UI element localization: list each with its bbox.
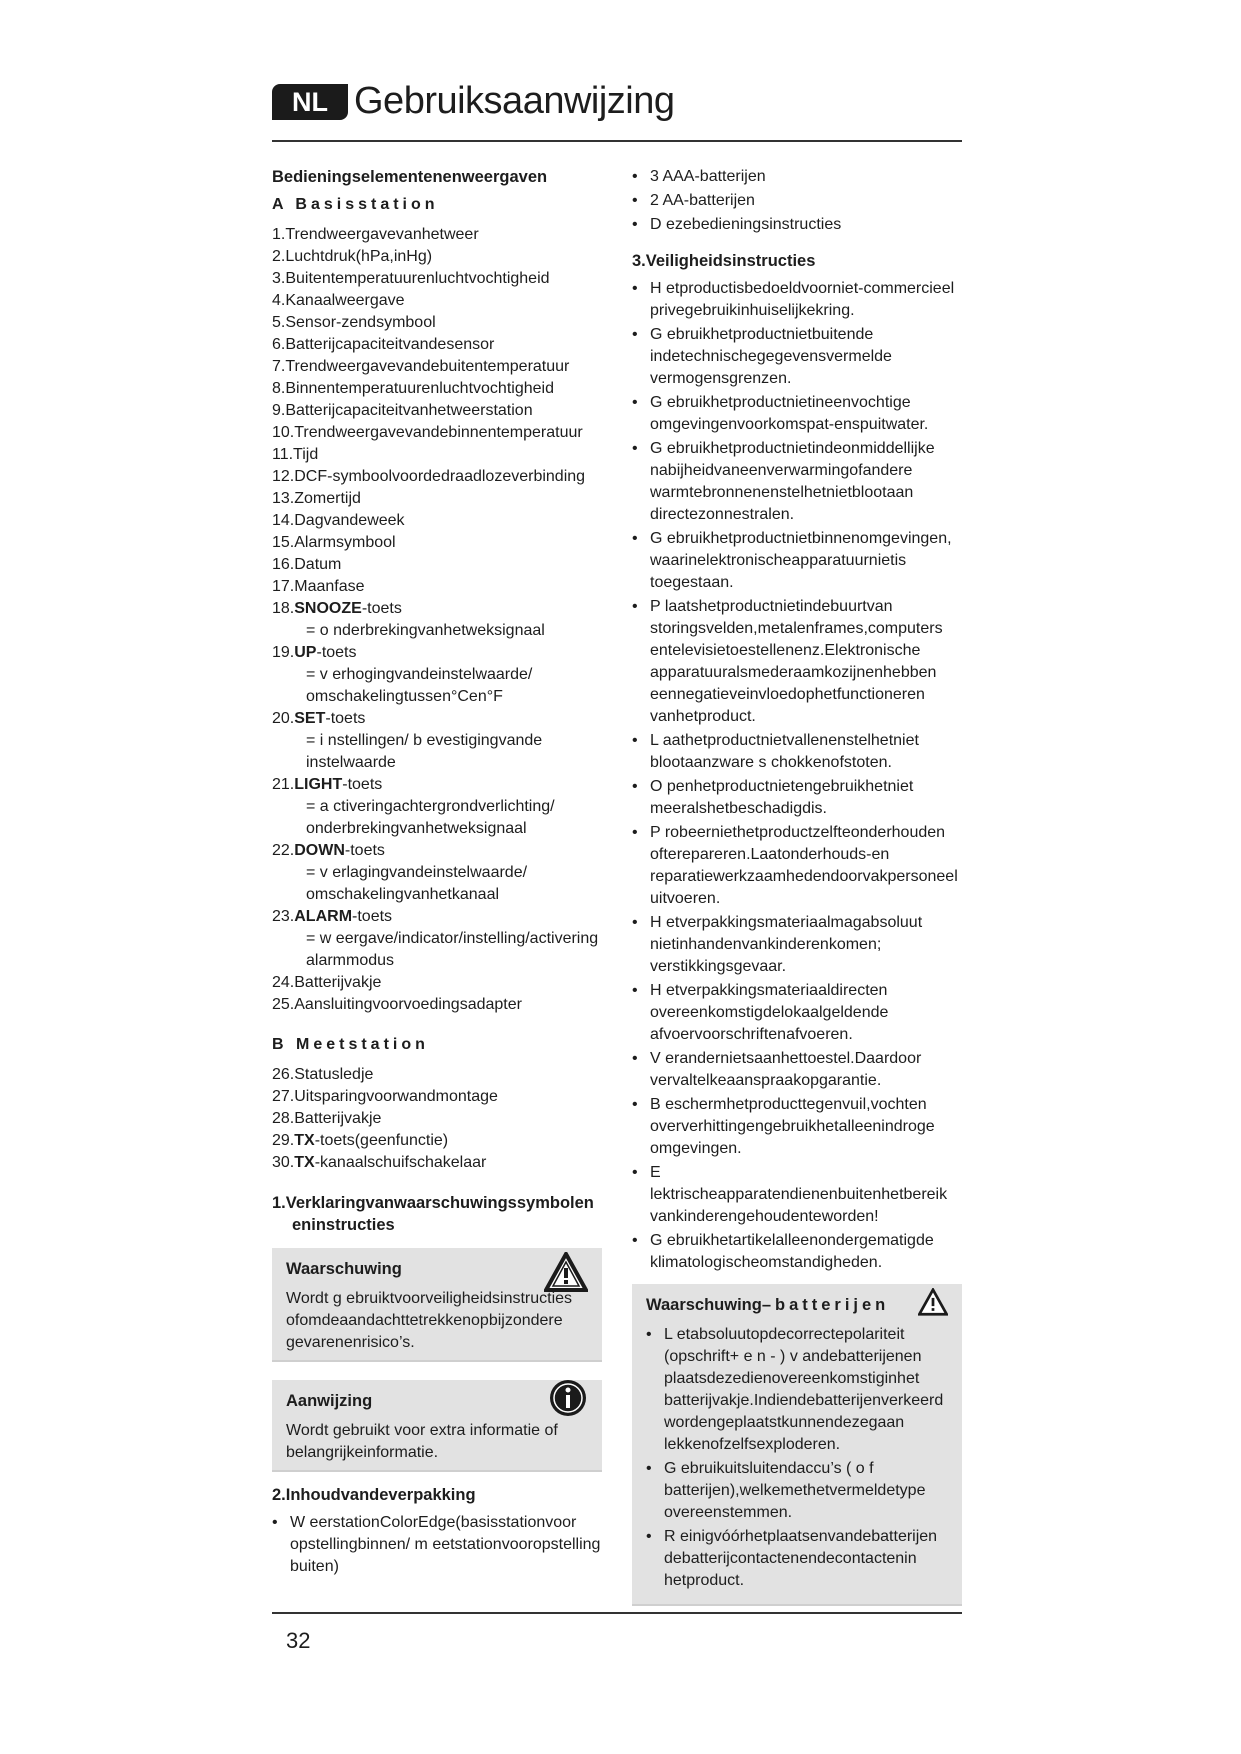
item-number: 19. [272,644,295,661]
item-key: LIGHT [294,776,343,793]
list-item [272,378,602,400]
item-number: 6.Batterijcapaciteitvandesensor [272,336,495,353]
text-line: Wordt g ebruiktvoorveiligheidsinstructies [286,1290,573,1307]
battery-item [646,1526,950,1592]
contents-item-text: 2 AA-batterijen [650,192,755,209]
bullet: • [632,168,638,185]
text-line: W eerstationColorEdge(basisstationvoor [290,1514,577,1531]
text-line: G ebruikhetproductnietindeonmiddellijke [650,440,935,457]
item-description: = o nderbrekingvanhetweksignaal [306,622,545,639]
battery-item-text [664,1526,950,1592]
safety-item-text [650,980,962,1046]
left-column [272,166,602,1580]
bullet: • [632,530,638,547]
text-line: omgevingen. [650,1140,742,1157]
item-description: = w eergave/indicator/instelling/activering [306,930,599,947]
bullet: • [646,1326,652,1343]
safety-item [632,776,962,820]
item-number: 8.Binnentemperatuurenluchtvochtigheid [272,380,554,397]
safety-item-text [650,912,962,978]
safety-item [632,822,962,910]
item-number: 7.Trendweergavevandebuitentemperatuur [272,358,570,375]
text-line: eennegatieveinvloedophetfunctioneren [650,686,925,703]
item-number: 15.Alarmsymbool [272,534,396,551]
base-station-list [272,224,602,1016]
safety-item [632,528,962,594]
text-line: batterijvakje.Indiendebatterijenverkeerd [664,1392,944,1409]
safety-item-text [650,1230,962,1274]
sensor-station-list [272,1064,602,1174]
item-label: -toets [325,710,366,727]
item-number: 9.Batterijcapaciteitvanhetweerstation [272,402,533,419]
list-item [272,840,602,862]
bullet: • [632,216,638,233]
text-line: G ebruikhetartikelalleenondergematigde [650,1232,934,1249]
list-item [272,774,602,796]
safety-item [632,278,962,322]
item-label: -toets [342,776,383,793]
list-item [272,246,602,268]
safety-item-text [650,528,962,594]
list-item [272,532,602,554]
item-number: 16.Datum [272,556,342,573]
list-item [272,268,602,290]
list-item [272,1064,602,1086]
safety-item [632,980,962,1046]
list-item [272,598,602,620]
list-item [272,422,602,444]
bullet: • [632,1050,638,1067]
text-line: P robeerniethetproductzelfteonderhouden [650,824,946,841]
item-key: DOWN [294,842,345,859]
list-item [272,312,602,334]
text-line: klimatologischeomstandigheden. [650,1254,883,1271]
safety-item [632,1094,962,1160]
list-item [272,642,602,664]
list-item [272,444,602,466]
safety-item-text [650,1048,962,1092]
safety-item-text [650,438,962,526]
list-item [272,906,602,928]
list-item [272,1086,602,1108]
text-line: nabijheidvaneenverwarmingofandere [650,462,913,479]
item-number: 14.Dagvandeweek [272,512,405,529]
item-number: 24.Batterijvakje [272,974,382,991]
safety-item-text [650,730,962,774]
item-number: 2.Luchtdruk(hPa,inHg) [272,248,433,265]
safety-item-text [650,822,962,910]
text-line: lekkenofzelfsexploderen. [664,1436,841,1453]
safety-item-text [650,1162,962,1228]
note-text [286,1420,590,1464]
right-column [632,166,962,1606]
contents-list [632,166,962,236]
safety-item [632,596,962,728]
text-line: R einigvóórhetplaatsenvandebatterijen [664,1528,938,1545]
text-line: indetechnischegegevensvermelde [650,348,892,365]
text-line: hetproduct. [664,1572,745,1589]
contents-item [632,214,962,236]
text-line: V erandernietsaanhettoestel.Daardoor [650,1050,922,1067]
safety-item [632,730,962,774]
text-line: warmtebronnenenstelhetnietblootaan [650,484,914,501]
warning-triangle-icon [544,1252,588,1299]
item-description: = v erhogingvandeinstelwaarde/ [306,666,533,683]
list-item [272,1108,602,1130]
text-line: omgevingenvoorkomspat-enspuitwater. [650,416,929,433]
list-item [272,708,602,730]
item-label: -toets(geenfunctie) [314,1132,449,1149]
contents-item-text: 3 AAA-batterijen [650,168,766,185]
info-icon [548,1378,588,1425]
safety-item [632,912,962,978]
text-line: debatterijcontactenendecontactenin [664,1550,917,1567]
heading-3: 3.Veiligheidsinstructies [632,252,816,270]
battery-item [646,1458,950,1524]
bullet: • [646,1460,652,1477]
battery-list [646,1324,950,1592]
bullet: • [632,394,638,411]
text-line: Wordt gebruikt voor extra informatie of [286,1422,558,1439]
page-title: Gebruiksaanwijzing [354,80,675,122]
list-item [272,224,602,246]
language-badge: NL [272,84,348,120]
item-description: = v erlagingvandeinstelwaarde/ [306,864,528,881]
heading-1: 1.Verklaringvanwaarschuwingssymbolen [272,1194,594,1212]
item-label: -toets [344,842,385,859]
item-number: 4.Kanaalweergave [272,292,405,309]
text-line: H etverpakkingsmateriaaldirecten [650,982,888,999]
safety-item [632,324,962,390]
bullet: • [632,192,638,209]
text-line: O penhetproductnietengebruikhetniet [650,778,914,795]
text-line: waarinelektronischeapparatuurnietis [650,552,907,569]
safety-item [632,1162,962,1228]
item-number: 10.Trendweergavevandebinnentemperatuur [272,424,583,441]
item-description: = i nstellingen/ b evestigingvande [306,732,543,749]
contents-item: • W eerstationColorEdge(basisstationvoor opstellingbinnen/ m eetstationvooropstelling buiten) [272,1512,602,1578]
text-line: toegestaan. [650,574,734,591]
text-line: reparatiewerkzaamhedendoorvakpersoneel [650,868,958,885]
header-rule [272,140,962,142]
item-number: 1.Trendweergavevanhetweer [272,226,479,243]
text-line: G ebruikhetproductnietbinnenomgevingen, [650,530,952,547]
text-line: privegebruikinhuiselijkekring. [650,302,855,319]
text-line: afvoervoorschriftenafvoeren. [650,1026,853,1043]
bullet: • [632,598,638,615]
list-item [272,994,602,1016]
text-line: apparatuuralsmederaamkozijnenhebben [650,664,937,681]
text-line: opstellingbinnen/ m eetstationvooropstelling [290,1536,601,1553]
text-line: vankinderengehoudenteworden! [650,1208,879,1225]
text-line: batterijen),welkemethetvermeldetype [664,1482,926,1499]
safety-item-text [650,596,962,728]
safety-item-text [650,278,962,322]
list-item [272,554,602,576]
text-line: entelevisietoestellenenz.Elektronische [650,642,921,659]
item-number: 18. [272,600,295,617]
text-line: G ebruikhetproductnietineenvochtige [650,394,911,411]
warning-triangle-icon [918,1288,948,1323]
item-key: TX [294,1132,315,1149]
item-key: SNOOZE [294,600,362,617]
text-line: gevarenenrisico’s. [286,1334,415,1351]
item-number: 23. [272,908,295,925]
bullet: • [632,982,638,999]
contents-item [632,190,962,212]
safety-item-text [650,324,962,390]
text-line: L etabsoluutopdecorrectepolariteit [664,1326,905,1343]
text-line: vervaltelkeaanspraakopgarantie. [650,1072,882,1089]
item-number: 12.DCF-symboolvoordedraadlozeverbinding [272,468,586,485]
list-item [272,1152,602,1174]
text-line: vermogensgrenzen. [650,370,792,387]
text-line: (opschrift+ e n - ) v andebatterijenen [664,1348,922,1365]
bullet: • [646,1528,652,1545]
text-line: oververhittingengebruikhetalleenindroge [650,1118,935,1135]
warning-box [272,1248,602,1362]
battery-item [646,1324,950,1456]
text-line: ofterepareren.Laatonderhouds-en [650,846,890,863]
text-line: directezonnestralen. [650,506,795,523]
safety-item [632,392,962,436]
list-item [272,1130,602,1152]
list-item [272,356,602,378]
text-line: buiten) [290,1558,339,1575]
text-line: uitvoeren. [650,890,721,907]
list-item [272,510,602,532]
note-title: Aanwijzing [286,1392,373,1410]
text-line: plaatsdezedienovereenkomstiginhet [664,1370,920,1387]
text-line: B eschermhetproducttegenvuil,vochten [650,1096,927,1113]
item-label: -toets [316,644,357,661]
item-number: 22. [272,842,295,859]
text-line: L aathetproductnietvallenenstelhetniet [650,732,919,749]
item-number: 11.Tijd [272,446,319,463]
battery-item-text [664,1458,950,1524]
text-line: belangrijkeinformatie. [286,1444,439,1461]
bullet: • [632,326,638,343]
item-number: 28.Batterijvakje [272,1110,382,1127]
safety-item-text [650,776,962,820]
bullet: • [632,1096,638,1113]
note-box [272,1380,602,1472]
item-number: 20. [272,710,295,727]
text-line: G ebruikhetproductnietbuitende [650,326,874,343]
safety-list [632,278,962,1274]
battery-item-text [664,1324,950,1456]
item-number: 26.Statusledje [272,1066,374,1083]
item-description: = a ctiveringachtergrondverlichting/ [306,798,555,815]
text-line: nietinhandenvankinderenkomen; [650,936,882,953]
text-line: ofomdeaandachttetrekkenopbijzondere [286,1312,563,1329]
bullet: • [632,440,638,457]
item-number: 3.Buitentemperatuurenluchtvochtigheid [272,270,550,287]
item-description: alarmmodus [306,952,395,969]
item-number: 13.Zomertijd [272,490,361,507]
item-label: -kanaalschuifschakelaar [314,1154,487,1171]
section-b-heading: B Meetstation [272,1036,429,1053]
safety-item-text [650,392,962,436]
text-line: vanhetproduct. [650,708,756,725]
text-line: verstikkingsgevaar. [650,958,787,975]
item-description: omschakelingvanhetkanaal [306,886,500,903]
text-line: H etverpakkingsmateriaalmagabsoluut [650,914,923,931]
list-item [272,334,602,356]
battery-warning-title: Waarschuwing– batterijen [646,1296,890,1314]
text-line: wordengeplaatstkunnendezegaan [664,1414,905,1431]
item-key: UP [294,644,317,661]
safety-item [632,1230,962,1274]
safety-item-text [650,1094,962,1160]
item-description: instelwaarde [306,754,396,771]
bullet: • [632,1164,638,1181]
item-number: 29. [272,1132,295,1149]
item-number: 27.Uitsparingvoorwandmontage [272,1088,498,1105]
safety-item [632,438,962,526]
item-key: SET [294,710,326,727]
warning-title: Waarschuwing [286,1260,402,1278]
text-line: blootaanzware s chokkenofstoten. [650,754,892,771]
list-item [272,466,602,488]
footer-rule [272,1612,962,1614]
text-line: H etproductisbedoeldvoorniet-commercieel [650,280,955,297]
contents-item-text: D ezebedieningsinstructies [650,216,842,233]
list-item [272,972,602,994]
item-number: 17.Maanfase [272,578,365,595]
controls-heading: Bedieningselementenenweergaven [272,168,548,186]
bullet: • [632,824,638,841]
page-header [272,80,675,123]
section-a-heading: A Basisstation [272,196,439,213]
item-label: -toets [361,600,402,617]
text-line: P laatshetproductnietindebuurtvan [650,598,893,615]
bullet: • [632,732,638,749]
heading-1-cont: eninstructies [292,1216,395,1234]
bullet: • [632,914,638,931]
list-item [272,290,602,312]
list-item [272,400,602,422]
bullet: • [632,778,638,795]
item-number: 5.Sensor-zendsymbool [272,314,436,331]
text-line: G ebruikuitsluitendaccu’s ( o f [664,1460,874,1477]
item-number: 21. [272,776,295,793]
item-number: 30. [272,1154,295,1171]
item-key: ALARM [294,908,353,925]
text-line: overeenstemmen. [664,1504,793,1521]
contents-item [632,166,962,188]
item-label: -toets [352,908,393,925]
list-item [272,488,602,510]
text-line: meeralshetbeschadigdis. [650,800,827,817]
page-number: 32 [286,1628,311,1653]
item-description: omschakelingtussen°Cen°F [306,688,503,705]
item-key: TX [294,1154,315,1171]
item-number: 25.Aansluitingvoorvoedingsadapter [272,996,522,1013]
text-line: E lektrischeapparatendienenbuitenhetbereik [650,1164,948,1203]
bullet: • [632,1232,638,1249]
battery-warning-box [632,1284,962,1606]
bullet: • [632,280,638,297]
text-line: overeenkomstigdelokaalgeldende [650,1004,889,1021]
heading-2: 2.Inhoudvandeverpakking [272,1486,476,1504]
text-line: storingsvelden,metalenframes,computers [650,620,943,637]
list-item [272,576,602,598]
item-description: onderbrekingvanhetweksignaal [306,820,527,837]
safety-item [632,1048,962,1092]
